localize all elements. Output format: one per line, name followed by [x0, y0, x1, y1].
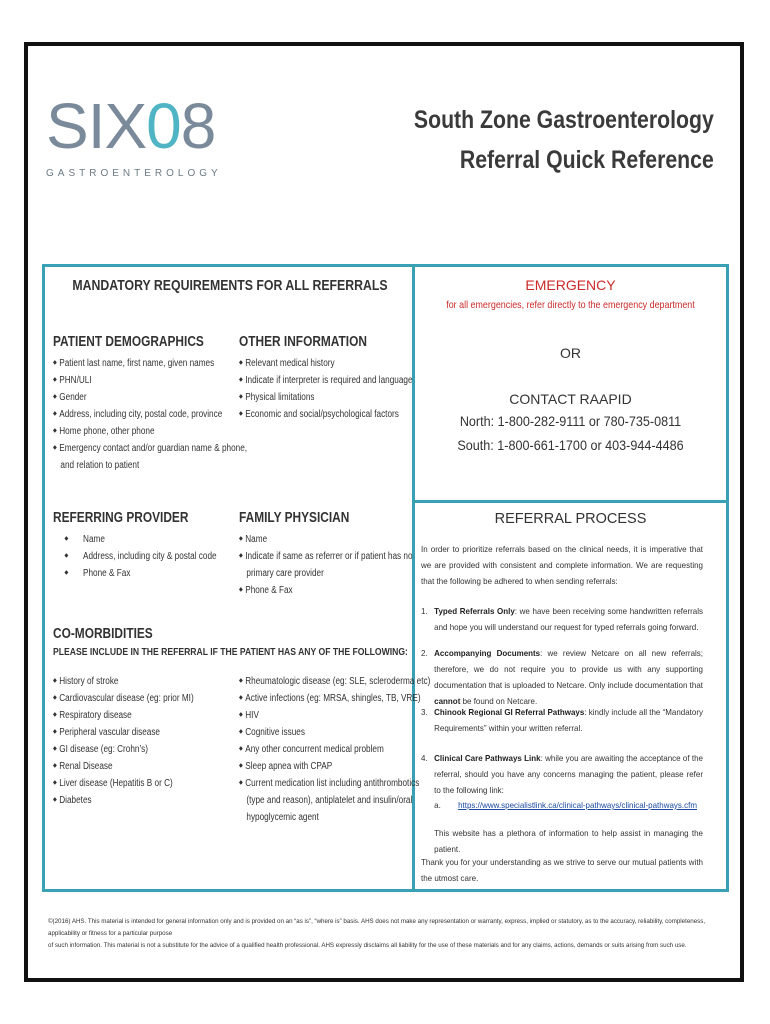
list-item: ◆ Relevant medical history	[239, 355, 413, 372]
list-item: ◆ Home phone, other phone	[53, 423, 247, 440]
comorbidities-list-left	[53, 673, 194, 809]
list-item: ◆ PHN/ULI	[53, 372, 247, 389]
mandatory-requirements-panel	[45, 267, 431, 889]
list-item: ◆ GI disease (eg: Crohn’s)	[53, 741, 194, 758]
list-item: ◆ Economic and social/psychological factors	[239, 406, 413, 423]
referral-item-documents	[421, 645, 703, 709]
referring-provider-list	[53, 531, 217, 582]
item-text: : kindly include all the “Mandatory Requirements” within your written referral.	[434, 707, 703, 733]
list-item: and relation to patient	[60, 460, 140, 471]
list-item: ◆ HIV	[239, 707, 430, 724]
or-divider: OR	[560, 345, 581, 361]
item-label: Accompanying Documents	[434, 648, 541, 658]
list-item: ◆ Respiratory disease	[53, 707, 194, 724]
emergency-heading: EMERGENCY	[525, 277, 616, 293]
list-item: primary care provider	[246, 568, 324, 579]
six08-logo	[46, 90, 222, 179]
emergency-panel	[415, 267, 726, 503]
disclaimer-line-1: ©(2016) AHS. This material is intended for general information only and is provided on an “as is”, “where is” basis. AHS does not make any representation or warranty, express, implied or statutory, as to the accuracy, reliability, completeness, applicability or fitness for a particular purpose	[48, 918, 706, 937]
list-item: ◆ Rheumatologic disease (eg: SLE, scleroderma etc)	[239, 673, 430, 690]
list-item: ◆ Diabetes	[53, 792, 194, 809]
south-phone: South: 1-800-661-1700 or 403-944-4486	[457, 437, 684, 453]
other-information-heading: OTHER INFORMATION	[239, 334, 367, 350]
list-item: ◆ Active infections (eg: MRSA, shingles, TB, VRE)	[239, 690, 430, 707]
pathways-link-row	[421, 797, 703, 813]
content-frame	[42, 264, 729, 892]
mandatory-heading: MANDATORY REQUIREMENTS FOR ALL REFERRALS	[72, 277, 388, 294]
list-item: ◆ Cognitive issues	[239, 724, 430, 741]
list-item: ◆ Indicate if same as referrer or if patient has no	[239, 548, 413, 565]
list-item: (type and reason), antiplatelet and insulin/oral	[246, 795, 413, 806]
clinical-pathways-link[interactable]: https://www.specialistlink.ca/clinical-pathways/clinical-pathways.cfm	[458, 800, 698, 810]
logo-zero: 0	[146, 90, 181, 162]
list-item: ◆ Indicate if interpreter is required and language	[239, 372, 413, 389]
list-item: ◆ Name	[239, 531, 413, 548]
item-label: Typed Referrals Only	[434, 606, 515, 616]
list-item: ◆ Liver disease (Hepatitis B or C)	[53, 775, 194, 792]
list-item: ◆ Peripheral vascular disease	[53, 724, 194, 741]
referral-item-chinook	[421, 704, 703, 736]
list-item: ◆ Current medication list including antithrombotics	[239, 775, 430, 792]
document-title	[414, 100, 714, 180]
thank-you-note: Thank you for your understanding as we strive to serve our mutual patients with the utmost care.	[421, 857, 703, 883]
north-phone: North: 1-800-282-9111 or 780-735-0811	[459, 413, 682, 429]
item-number: 4.	[421, 753, 428, 763]
referral-process-heading: REFERRAL PROCESS	[494, 511, 647, 527]
document-page	[24, 42, 744, 982]
family-physician-heading: FAMILY PHYSICIAN	[239, 510, 350, 526]
item-text: : we have been receiving some handwritten referrals and hope you will understand our request for typed referrals going forward.	[434, 606, 703, 632]
referring-provider-heading: REFERRING PROVIDER	[53, 510, 189, 526]
item-text: be found on Netcare.	[460, 696, 538, 706]
item-text: : while you are awaiting the acceptance of the referral, should you have any concerns managing the patient, please refer to the following link:	[434, 753, 703, 795]
family-physician-list	[239, 531, 413, 599]
other-information-list	[239, 355, 413, 423]
emergency-subtext: for all emergencies, refer directly to the emergency department	[446, 299, 695, 311]
link-letter: a.	[434, 800, 441, 810]
referral-intro: In order to prioritize referrals based on the clinical needs, it is imperative that we are provided with consistent and complete information. We are requesting that the following be adhered to when sending referrals:	[421, 544, 703, 586]
disclaimer-footer	[48, 916, 708, 952]
list-item: ◆ Physical limitations	[239, 389, 413, 406]
item-text: : we review Netcare on all new referrals; therefore, we do not require you to provide us with any supporting documentation that is uploaded to Netcare. Only include documentation that	[434, 648, 703, 690]
list-item: ◆ History of stroke	[53, 673, 194, 690]
referral-item-typed	[421, 603, 703, 635]
list-item: ◆ Cardiovascular disease (eg: prior MI)	[53, 690, 194, 707]
logo-wordmark	[46, 90, 216, 162]
list-item: ◆ Any other concurrent medical problem	[239, 741, 430, 758]
list-item: ◆ Address, including city & postal code	[53, 548, 217, 565]
patient-demographics-heading: PATIENT DEMOGRAPHICS	[53, 334, 204, 350]
title-line-1: South Zone Gastroenterology	[414, 106, 714, 134]
referral-process-panel	[415, 503, 726, 889]
list-item: ◆ Phone & Fax	[53, 565, 217, 582]
list-item: ◆ Renal Disease	[53, 758, 194, 775]
list-item: hypoglycemic agent	[246, 812, 319, 823]
comorbidities-heading: CO-MORBIDITIES	[53, 626, 153, 642]
contact-raapid: CONTACT RAAPID	[509, 391, 632, 407]
title-line-2: Referral Quick Reference	[460, 146, 714, 174]
item-label: Chinook Regional GI Referral Pathways	[434, 707, 585, 717]
list-item: ◆ Emergency contact and/or guardian name & phone,	[53, 440, 247, 457]
item-label: Clinical Care Pathways Link	[434, 753, 541, 763]
list-item: ◆ Patient last name, first name, given names	[53, 355, 247, 372]
logo-subtitle: GASTROENTEROLOGY	[46, 168, 222, 179]
item-number: 1.	[421, 606, 428, 616]
list-item: ◆ Sleep apnea with CPAP	[239, 758, 430, 775]
list-item: ◆ Phone & Fax	[239, 582, 413, 599]
item-emphasis: cannot	[434, 696, 461, 706]
list-item: ◆ Address, including city, postal code, province	[53, 406, 247, 423]
comorbidities-list-right	[239, 673, 430, 826]
disclaimer-line-2: of such information. This material is not a substitute for the advice of a qualified health professional. AHS expressly disclaims all liability for the use of these materials and for any claims, actions, demands or suits arising from such use.	[48, 942, 687, 949]
item-number: 3.	[421, 707, 428, 717]
list-item: ◆ Gender	[53, 389, 247, 406]
patient-demographics-list	[53, 355, 247, 474]
logo-eight: 8	[180, 90, 216, 162]
comorbidities-note: PLEASE INCLUDE IN THE REFERRAL IF THE PATIENT HAS ANY OF THE FOLLOWING:	[53, 646, 408, 658]
referral-item-pathways	[421, 750, 703, 798]
item-number: 2.	[421, 648, 428, 658]
list-item: ◆ Name	[53, 531, 217, 548]
logo-six: SIX	[46, 90, 147, 162]
plethora-note: This website has a plethora of information to help assist in managing the patient.	[434, 828, 703, 854]
